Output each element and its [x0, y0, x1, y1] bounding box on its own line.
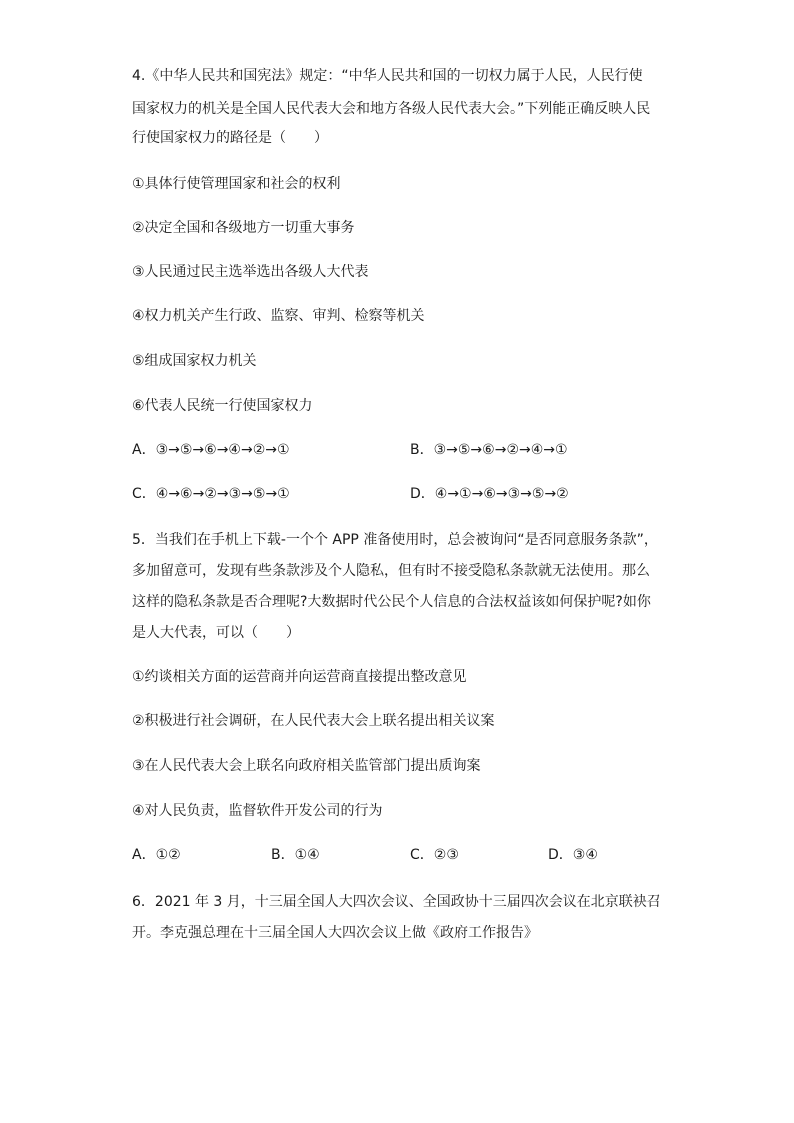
question-4-statement-5: ⑤组成国家权力机关	[132, 353, 257, 369]
question-4-statement-2: ②决定全国和各级地方一切重大事务	[132, 220, 355, 236]
question-5-stem-line-3: 这样的隐私条款是否合理呢?大数据时代公民个人信息的合法权益该如何保护呢?如你	[132, 594, 651, 610]
question-4-statement-4: ④权力机关产生行政、监察、审判、检察等机关	[132, 308, 425, 324]
question-4-stem-line-1: 4.《中华人民共和国宪法》规定：“中华人民共和国的一切权力属于人民，人民行使	[132, 68, 643, 84]
question-5-stem-line-2: 多加留意可，发现有些条款涉及个人隐私，但有时不接受隐私条款就无法使用。那么	[132, 563, 650, 579]
question-5-statement-2: ②积极进行社会调研，在人民代表大会上联名提出相关议案	[132, 713, 495, 729]
question-5-statement-3: ③在人民代表大会上联名向政府相关监管部门提出质询案	[132, 758, 481, 774]
question-5-option-c: C．②③	[410, 847, 459, 863]
question-4-statement-3: ③人民通过民主选举选出各级人大代表	[132, 264, 369, 280]
question-4-stem-line-2: 国家权力的机关是全国人民代表大会和地方各级人民代表大会。”下列能正确反映人民	[132, 101, 651, 117]
question-5-stem-line-1: 5．当我们在手机上下载-一个个 APP 准备使用时，总会被询问“是否同意服务条款”，	[132, 532, 658, 548]
question-6-stem-line-1: 6．2021 年 3 月，十三届全国人大四次会议、全国政协十三届四次会议在北京联袂召	[132, 894, 661, 910]
question-5-option-d: D．③④	[548, 847, 598, 863]
question-6-stem-line-2: 开。李克强总理在十三届全国人大四次会议上做《政府工作报告》	[132, 925, 538, 941]
question-4-option-a: A．③→⑤→⑥→④→②→①	[132, 442, 290, 458]
question-5-option-b: B．①④	[271, 847, 320, 863]
question-4-option-d: D．④→①→⑥→③→⑤→②	[410, 486, 569, 502]
question-4-statement-1: ①具体行使管理国家和社会的权利	[132, 176, 341, 192]
question-4-option-b: B．③→⑤→⑥→②→④→①	[410, 442, 568, 458]
question-5-statement-4: ④对人民负责，监督软件开发公司的行为	[132, 803, 383, 819]
question-5-stem-line-4: 是人大代表，可以（ ）	[132, 625, 300, 641]
question-5-statement-1: ①约谈相关方面的运营商并向运营商直接提出整改意见	[132, 669, 467, 685]
question-5-option-a: A．①②	[132, 847, 181, 863]
question-4-statement-6: ⑥代表人民统一行使国家权力	[132, 398, 313, 414]
question-4-stem-line-3: 行使国家权力的路径是（ ）	[132, 130, 328, 146]
question-4-option-c: C．④→⑥→②→③→⑤→①	[132, 486, 290, 502]
